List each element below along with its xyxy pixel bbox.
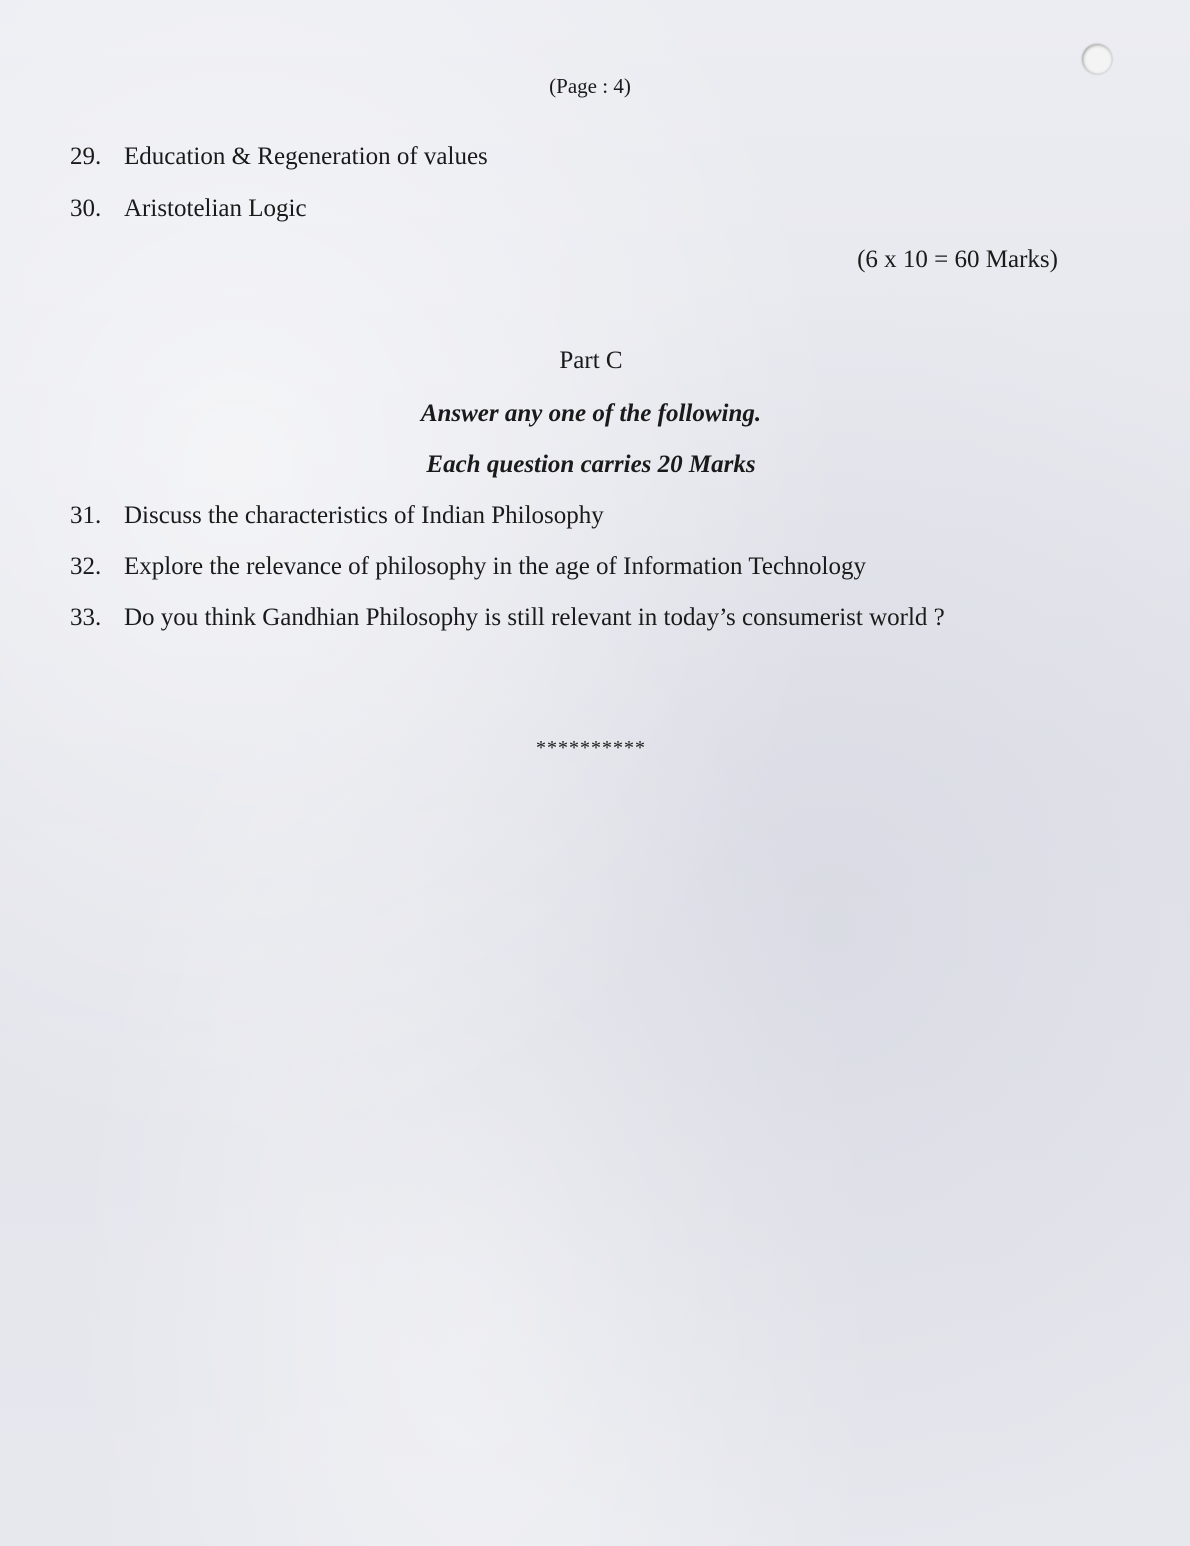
question-number: 30. (70, 195, 102, 222)
part-c-instruction-2: Each question carries 20 Marks (426, 451, 756, 478)
question-text: Do you think Gandhian Philosophy is still relevant in today’s consumerist world ? (124, 604, 945, 631)
question-31 (70, 502, 604, 530)
question-text: Explore the relevance of philosophy in the age of Information Technology (124, 553, 867, 580)
punch-hole (1082, 44, 1112, 74)
question-text: Education & Regeneration of values (124, 143, 488, 170)
question-30 (70, 195, 307, 223)
part-c-title: Part C (559, 347, 623, 374)
question-text: Discuss the characteristics of Indian Philosophy (124, 502, 604, 529)
question-number: 33. (70, 604, 102, 631)
question-33 (70, 604, 945, 632)
end-marker: ********** (536, 737, 646, 759)
question-number: 32. (70, 553, 102, 580)
part-c-instruction-1: Answer any one of the following. (420, 400, 762, 427)
question-number: 29. (70, 143, 102, 170)
question-text: Aristotelian Logic (124, 195, 307, 222)
question-29 (70, 143, 488, 171)
part-b-marks: (6 x 10 = 60 Marks) (857, 246, 1058, 273)
page-number: (Page : 4) (549, 74, 631, 98)
question-number: 31. (70, 502, 102, 529)
question-32 (70, 553, 866, 581)
